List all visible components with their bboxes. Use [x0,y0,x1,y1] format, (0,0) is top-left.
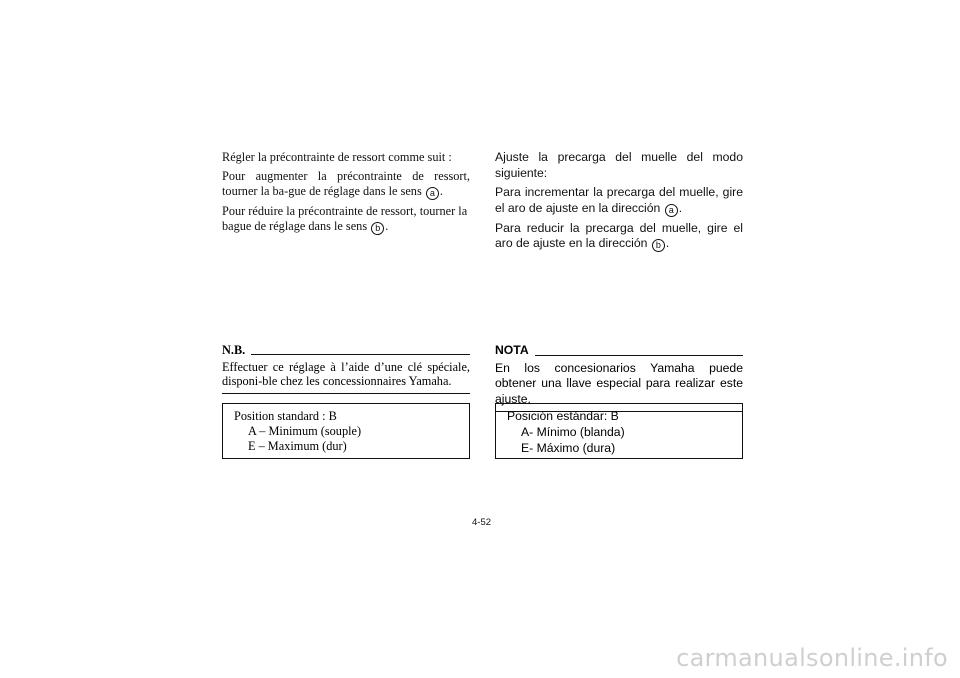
spanish-increase-instruction: Para incrementar la precarga del muelle, gire el aro de ajuste en la dirección a . [495,185,743,215]
direction-b-icon: b [652,239,665,252]
spanish-maximum: E- Máximo (dura) [521,441,616,455]
spanish-column [495,150,743,256]
french-increase-text: Pour augmenter la précontrainte de ressort, tourner la ba-gue de réglage dans le sens [222,169,470,198]
spanish-minimum: A- Mínimo (blanda) [521,425,625,439]
french-decrease-instruction: Pour réduire la précontrainte de ressort, tourner la bague de réglage dans le sens b . [222,204,468,233]
french-note [222,343,470,394]
spanish-note-label: NOTA [495,343,529,357]
spanish-note-text: En los concesionarios Yamaha puede obtener una llave especial para realizar este ajuste. [495,361,743,413]
french-standard-position-box [222,403,470,459]
french-note-header [222,343,470,358]
french-intro: Régler la précontrainte de ressort comme suit : [222,150,452,164]
note-divider [251,354,470,355]
french-column [222,150,470,239]
french-standard-position: Position standard : B [234,409,337,423]
french-increase-instruction: Pour augmenter la précontrainte de ressort, tourner la ba-gue de réglage dans le sens a . [222,169,470,198]
page-number: 4-52 [472,517,492,528]
spanish-note [495,343,743,412]
spanish-note-header [495,343,743,359]
spanish-decrease-text: Para reducir la precarga del muelle, gire el aro de ajuste en la dirección [495,220,743,250]
note-divider [535,355,743,356]
french-note-text: Effectuer ce réglage à l’aide d’une clé spéciale, disponi-ble chez les concessionnaires Yamaha. [222,360,470,394]
french-minimum: A – Minimum (souple) [248,424,362,438]
direction-a-icon: a [426,187,439,200]
spanish-standard-position-box [495,403,743,459]
french-note-label: N.B. [222,343,246,357]
watermark: carmanualsonline.info [676,644,948,672]
french-maximum: E – Maximum (dur) [248,439,347,453]
spanish-increase-text: Para incrementar la precarga del muelle, gire el aro de ajuste en la dirección [495,185,743,215]
direction-a-icon: a [665,204,678,217]
spanish-intro: Ajuste la precarga del muelle del modo siguiente: [495,150,743,180]
spanish-standard-position: Posición estándar: B [507,409,619,423]
direction-b-icon: b [371,222,384,235]
spanish-decrease-instruction: Para reducir la precarga del muelle, gire el aro de ajuste en la dirección b . [495,220,743,250]
french-decrease-text: Pour réduire la précontrainte de ressort, tourner la bague de réglage dans le sens [222,204,468,233]
